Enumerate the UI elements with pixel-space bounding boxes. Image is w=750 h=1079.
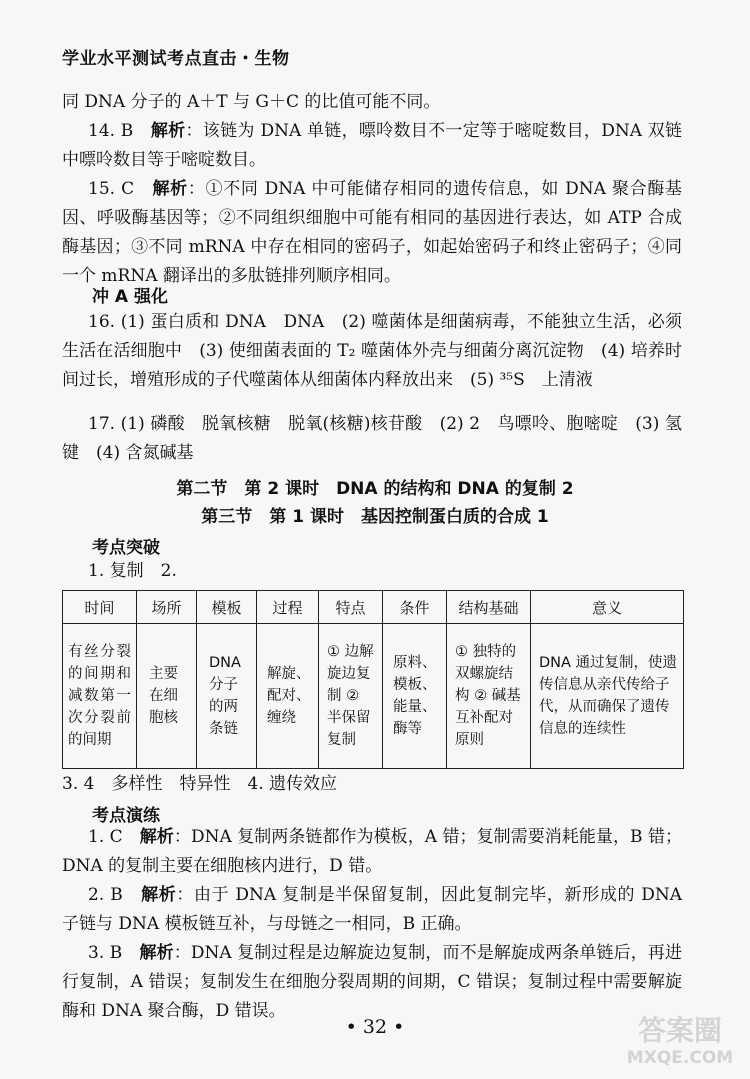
answer-text: ：DNA 复制过程是边解旋边复制，而不是解旋成两条单链后，再进行复制，A 错误；复制发生在细胞分裂周期的间期，C 错误；复制过程中需要解旋酶和 DNA 聚合酶，D 错误。 [62,943,682,1021]
answer-16: 16. (1) 蛋白质和 DNA DNA (2) 噬菌体是细菌病毒，不能独立生活，必须生活在活细胞中 (3) 使细菌表面的 T₂ 噬菌体外壳与细菌分离沉淀物 (4) 培养时间过长，增殖形成的子代噬菌体从细菌体内释放出来 (5) ³⁵S 上清液 [62,312,682,390]
table-header: 条件 [383,591,447,624]
practice-2 [62,881,682,939]
table-cell: ① 边解旋边复制 ② 半保留复制 [319,624,383,769]
practice-1 [62,823,682,881]
answers-3-4: 3. 4 多样性 特异性 4. 遗传效应 [62,774,338,794]
section-title-1: 第二节 第 2 课时 DNA 的结构和 DNA 的复制 2 [176,479,574,499]
answer-14 [62,117,682,175]
analysis-label: 解析 [141,885,177,905]
answer-number: 15. C [88,179,135,199]
watermark-logo [616,1008,744,1068]
table-cell: DNA 分子的两条链 [197,624,257,769]
table-row [63,624,684,769]
subheading-breakthrough: 考点突破 [92,538,160,558]
answer-number: 2. B [88,885,123,905]
table-cell: 有丝分裂的间期和减数第一次分裂前的间期 [63,624,137,769]
section-title-2: 第三节 第 1 课时 基因控制蛋白质的合成 1 [201,507,549,527]
answer-number: 3. B [88,943,123,963]
analysis-label: 解析 [150,121,186,141]
answer-number: 1. C [88,827,123,847]
analysis-label: 解析 [152,179,188,199]
table-cell: 主要在细胞核 [137,624,197,769]
table-header: 特点 [319,591,383,624]
answer-text: ：DNA 复制两条链都作为模板，A 错；复制需要消耗能量，B 错；DNA 的复制主要在细胞核内进行，D 错。 [62,827,683,876]
table-cell: 原料、模板、能量、酶等 [383,624,447,769]
table-header: 模板 [197,591,257,624]
table-cell: ① 独特的双螺旋结构 ② 碱基互补配对原则 [447,624,531,769]
table-header: 意义 [531,591,684,624]
analysis-label: 解析 [139,943,174,963]
answer-text: ：①不同 DNA 中可能储存相同的遗传信息，如 DNA 聚合酶基因、呼吸酶基因等；②不同组织细胞中可能有相同的基因进行表达，如 ATP 合成酶基因；③不同 mRNA 中存在相同的密码子，如起始密码子和终止密码子；④同一个 mRNA 翻译出的多肽链排列顺序相同。 [62,179,683,286]
practice-3 [62,939,682,1026]
watermark-top: 答案圈 [637,1014,723,1047]
table-header: 时间 [63,591,137,624]
answer-text: ：该链为 DNA 单链，嘌呤数目不一定等于嘧啶数目，DNA 双链中嘌呤数目等于嘧啶数目。 [62,121,683,170]
answer-number: 14. B [88,121,134,141]
answers-1-2: 1. 复制 2. [88,561,177,581]
table-header: 过程 [257,591,319,624]
subheading-practice: 考点演练 [92,806,160,826]
table-header: 场所 [137,591,197,624]
answer-17: 17. (1) 磷酸 脱氧核糖 脱氧(核糖)核苷酸 (2) 2 鸟嘌呤、胞嘧啶 (3) 氢键 (4) 含氮碱基 [62,414,682,463]
running-header: 学业水平测试考点直击・生物 [62,49,290,69]
table-cell: 解旋、配对、缠绕 [257,624,319,769]
table-cell: DNA 通过复制，使遗传信息从亲代传给子代，从而确保了遗传信息的连续性 [531,624,684,769]
paragraph-continued: 同 DNA 分子的 A＋T 与 G＋C 的比值可能不同。 [62,92,441,112]
subheading-advanced: 冲 A 强化 [92,287,168,307]
answer-text: ：由于 DNA 复制是半保留复制，因此复制完毕，新形成的 DNA 子链与 DNA 模板链互补，与母链之一相同，B 正确。 [62,885,682,934]
page-number: • 32 • [345,1016,405,1038]
dna-replication-table [62,590,684,769]
analysis-label: 解析 [139,827,174,847]
answer-15 [62,175,682,291]
table-header-row [63,591,684,624]
table-header: 结构基础 [447,591,531,624]
watermark-bottom: MXQE.COM [626,1048,734,1068]
